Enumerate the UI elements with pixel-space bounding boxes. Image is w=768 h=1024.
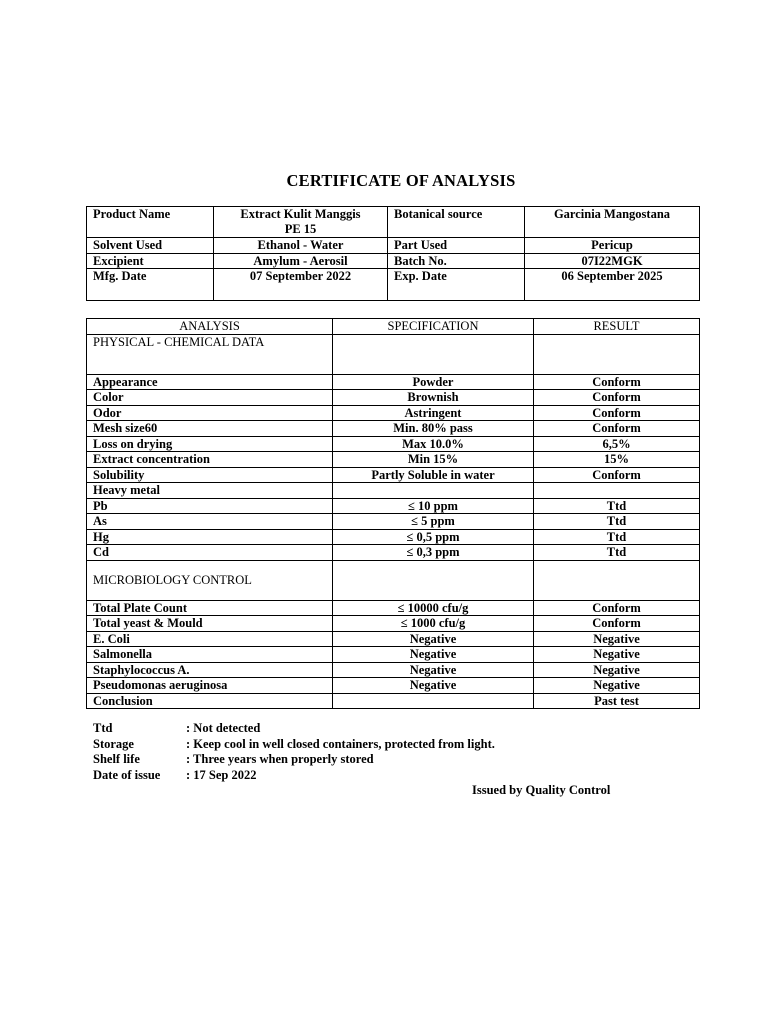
result-value: Ttd <box>534 529 700 545</box>
parameter-name: E. Coli <box>87 631 333 647</box>
note-row <box>93 721 495 737</box>
specification-value: ≤ 0,5 ppm <box>333 529 534 545</box>
issued-by: Issued by Quality Control <box>472 783 611 797</box>
result-value: Conform <box>534 600 700 616</box>
parameter-name: As <box>87 514 333 530</box>
note-label: Ttd <box>93 721 113 735</box>
analysis-row <box>87 374 700 390</box>
note-label: Shelf life <box>93 752 140 767</box>
note-value: : Three years when properly stored <box>186 752 374 767</box>
result-value: Past test <box>534 693 700 709</box>
specification-value: ≤ 1000 cfu/g <box>333 616 534 632</box>
analysis-row <box>87 421 700 437</box>
note-value: : Keep cool in well closed containers, protected from light. <box>186 736 495 751</box>
product-row <box>87 253 700 269</box>
parameter-name: Appearance <box>87 374 333 390</box>
result-value: Ttd <box>534 514 700 530</box>
analysis-row <box>87 529 700 545</box>
note-row <box>93 752 495 768</box>
specification-value: ≤ 0,3 ppm <box>333 545 534 561</box>
parameter-name: Total Plate Count <box>87 600 333 616</box>
empty-cell <box>534 334 700 374</box>
product-label: Solvent Used <box>87 238 214 254</box>
note-value: : 17 Sep 2022 <box>186 768 257 783</box>
parameter-name: Odor <box>87 405 333 421</box>
result-value: Ttd <box>534 545 700 561</box>
analysis-row <box>87 647 700 663</box>
specification-value: ≤ 10000 cfu/g <box>333 600 534 616</box>
parameter-name: Cd <box>87 545 333 561</box>
result-value: Conform <box>534 616 700 632</box>
specification-value: Astringent <box>333 405 534 421</box>
section-physical-chemical <box>87 334 700 374</box>
parameter-name: Total yeast & Mould <box>87 616 333 632</box>
analysis-row <box>87 405 700 421</box>
analysis-row <box>87 662 700 678</box>
result-value: 6,5% <box>534 436 700 452</box>
specification-value: Negative <box>333 662 534 678</box>
section-microbiology <box>87 560 700 600</box>
product-label: Mfg. Date <box>87 269 214 301</box>
analysis-row <box>87 693 700 709</box>
specification-value: Negative <box>333 631 534 647</box>
product-value: 07 September 2022 <box>214 269 388 301</box>
specification-value: Max 10.0% <box>333 436 534 452</box>
notes-section <box>93 721 495 784</box>
parameter-name: Loss on drying <box>87 436 333 452</box>
specification-value: ≤ 5 ppm <box>333 514 534 530</box>
product-label: Product Name <box>87 207 214 238</box>
analysis-row <box>87 452 700 468</box>
specification-value <box>333 693 534 709</box>
product-info-table <box>86 206 700 301</box>
note-label: Date of issue <box>93 768 161 783</box>
document-title: CERTIFICATE OF ANALYSIS <box>286 171 516 190</box>
analysis-row <box>87 616 700 632</box>
parameter-name: Salmonella <box>87 647 333 663</box>
result-value: Negative <box>534 662 700 678</box>
analysis-row <box>87 436 700 452</box>
parameter-name: Mesh size60 <box>87 421 333 437</box>
product-label: Part Used <box>388 238 525 254</box>
analysis-row <box>87 545 700 561</box>
product-value: 07I22MGK <box>525 253 700 269</box>
specification-value <box>333 483 534 499</box>
product-value: Amylum - Aerosil <box>214 253 388 269</box>
analysis-row <box>87 498 700 514</box>
product-row <box>87 269 700 301</box>
result-value: Conform <box>534 405 700 421</box>
column-header-specification: SPECIFICATION <box>333 319 534 335</box>
result-value: Conform <box>534 421 700 437</box>
product-label: Exp. Date <box>388 269 525 301</box>
result-value: 15% <box>534 452 700 468</box>
product-label: Botanical source <box>388 207 525 238</box>
column-header-result: RESULT <box>534 319 700 335</box>
parameter-name: Solubility <box>87 467 333 483</box>
analysis-row <box>87 483 700 499</box>
empty-cell <box>333 560 534 600</box>
result-value: Conform <box>534 390 700 406</box>
specification-value: Min. 80% pass <box>333 421 534 437</box>
parameter-name: Pseudomonas aeruginosa <box>87 678 333 694</box>
result-value <box>534 483 700 499</box>
specification-value: Negative <box>333 647 534 663</box>
note-row <box>93 768 495 784</box>
product-value: Extract Kulit Manggis PE 15 <box>214 207 388 238</box>
result-value: Ttd <box>534 498 700 514</box>
specification-value: Min 15% <box>333 452 534 468</box>
result-value: Conform <box>534 467 700 483</box>
product-label: Excipient <box>87 253 214 269</box>
product-value: Pericup <box>525 238 700 254</box>
parameter-name: Color <box>87 390 333 406</box>
analysis-header-row <box>87 319 700 335</box>
parameter-name: Staphylococcus A. <box>87 662 333 678</box>
analysis-row <box>87 514 700 530</box>
empty-cell <box>534 560 700 600</box>
empty-cell <box>333 334 534 374</box>
result-value: Conform <box>534 374 700 390</box>
parameter-name: Hg <box>87 529 333 545</box>
product-row <box>87 238 700 254</box>
analysis-row <box>87 678 700 694</box>
analysis-table <box>86 318 700 709</box>
parameter-name: Heavy metal <box>87 483 333 499</box>
parameter-name: Pb <box>87 498 333 514</box>
note-label: Storage <box>93 736 134 751</box>
note-value: : Not detected <box>186 721 261 735</box>
specification-value: Partly Soluble in water <box>333 467 534 483</box>
product-value: 06 September 2025 <box>525 269 700 301</box>
specification-value: Negative <box>333 678 534 694</box>
result-value: Negative <box>534 647 700 663</box>
specification-value: ≤ 10 ppm <box>333 498 534 514</box>
analysis-row <box>87 390 700 406</box>
column-header-analysis: ANALYSIS <box>87 319 333 335</box>
analysis-row <box>87 600 700 616</box>
specification-value: Powder <box>333 374 534 390</box>
result-value: Negative <box>534 631 700 647</box>
product-row <box>87 207 700 238</box>
section-title: PHYSICAL - CHEMICAL DATA <box>87 334 333 374</box>
parameter-name: Extract concentration <box>87 452 333 468</box>
analysis-row <box>87 467 700 483</box>
specification-value: Brownish <box>333 390 534 406</box>
note-row <box>93 737 495 753</box>
result-value: Negative <box>534 678 700 694</box>
product-value: Garcinia Mangostana <box>525 207 700 238</box>
parameter-name: Conclusion <box>87 693 333 709</box>
product-label: Batch No. <box>388 253 525 269</box>
product-value: Ethanol - Water <box>214 238 388 254</box>
analysis-row <box>87 631 700 647</box>
section-title: MICROBIOLOGY CONTROL <box>87 560 333 600</box>
